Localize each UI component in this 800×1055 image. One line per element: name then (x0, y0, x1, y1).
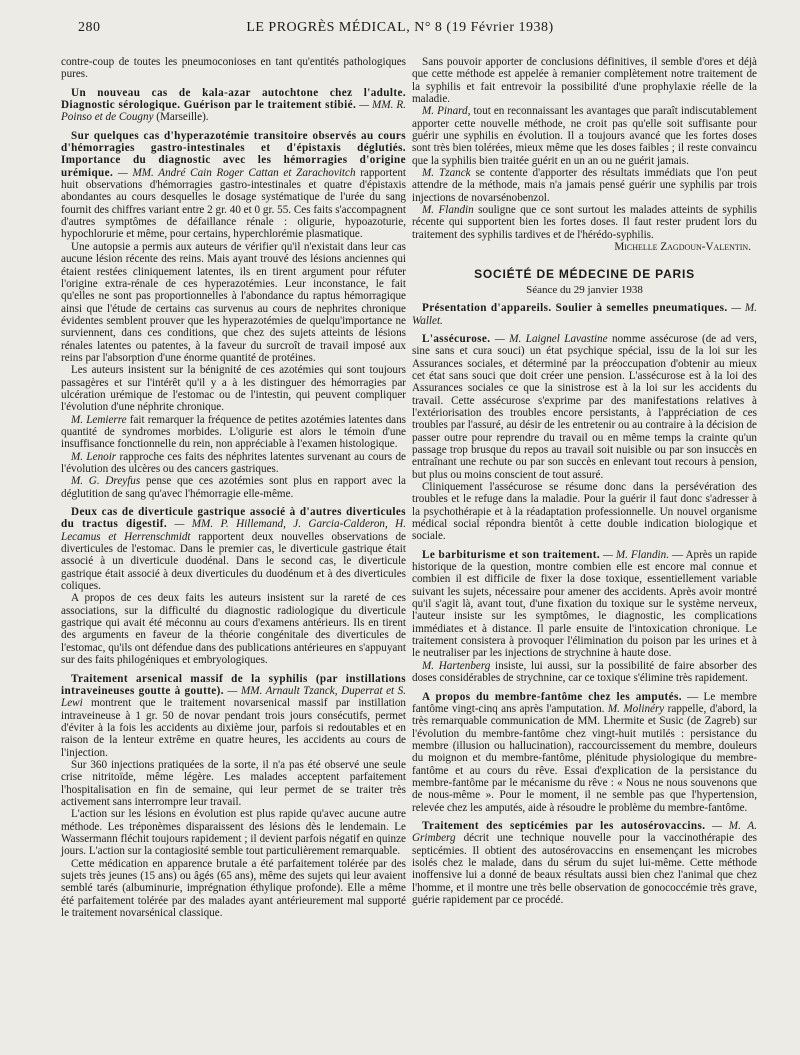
article-membre-fantome (412, 691, 757, 814)
article-authors: — M. Laignel Lavastine (494, 332, 608, 345)
paragraph: L'action sur les lésions en évolution est plus rapide qu'avec aucune autre méthode. Les tréponèmes disparaissent des lésions dès le lendemain. Le Wassermann fléchit toujours rapidement ; il devient parfois négatif en quinze jours. L'action sur la contagiosité semble tout particulièrement remarquable. (61, 808, 406, 858)
paragraph: montrent que le traitement novarsenical massif par instillation intraveineuse à 1 gr. 50 de novar pendant trois jours consécutifs, permet d'éviter à la fois les accidents au dixième jour, parfois si redoutables et en raison de la lenteur extrême en quatre heures, les accidents au cours de l'injection. (61, 697, 406, 759)
paragraph: A propos de ces deux faits les auteurs insistent sur la rareté de ces associations, sur la difficulté du diagnostic radiologique du diverticule gastrique qui avait été méconnu au cours d'examens antérieurs. Ils en tirent des arguments en faveur de la théorie congénitale des diverticules de l'estomac, qu'ils ont défendue dans des publications antérieures en s'appuyant sur des faits philogéniques et embryologiques. (61, 592, 406, 667)
paragraph: insiste, lui aussi, sur la possibilité de faire absorber des doses considérables de strychnine, car ce toxique s'élimine très rapidement. (412, 659, 757, 685)
paragraph: — Après un rapide historique de la question, montre combien elle est encore mal connue et combien il est difficile de fixer la dose toxique, essentiellement variable suivant les sujets, nécessaire pour amener des accidents. Après avoir montré qu'il s'agit là, avant tout, d'une fixation du toxique sur le système nerveux, l'auteur insiste sur les symptômes, le diagnostic, les complications immédiates et à distance. Il parle ensuite de l'intoxication chronique. Le traitement consistera à provoquer l'élimination du poison par les urines et à le neutraliser par les injections de strychnine à haute dose. (412, 548, 757, 660)
paragraph: Sans pouvoir apporter de conclusions définitives, il semble d'ores et déjà que cette méthode est appelée à remanier complètement notre traitement de la syphilis et fait entrevoir la possibilité d'une prophylaxie réelle de la maladie. (412, 56, 757, 106)
article-authors: — M. Wallet. (412, 302, 757, 327)
article-title: Un nouveau cas de kala-azar autochtone chez l'adulte. Diagnostic sérologique. Guérison par le traitement stibié. (61, 86, 406, 112)
article-authors: — MM. P. Hillemand, J. Garcia-Calderon, H. Lecamus et Herrenschmidt (61, 518, 406, 543)
article-diverticule (61, 506, 406, 592)
article-title: Traitement arsenical massif de la syphilis (par instillations intraveineuses goutte à goutte). (61, 672, 406, 697)
discussion-tzanck (412, 167, 757, 204)
discussion-flandin (412, 204, 757, 241)
article-authors: — M. Flandin. (603, 548, 669, 561)
article-septicemies (412, 820, 757, 906)
speaker-name: M. Pinard, (422, 105, 471, 118)
society-heading: SOCIÉTÉ DE MÉDECINE DE PARIS (474, 266, 695, 281)
paragraph: rapportent huit observations d'hémorragies gastro-intestinales et quatre d'épistaxis abondantes au cours desquelles le dosage systématique de l'urée du sang fournit des chiffres variant entre 2 gr. 40 et 0 gr. 55. Ces faits s'accompagnent d'autres symptômes de défaillance rénale : oligurie, hypoazoturie, hypochlorurie et même, pour certains, hyperchlorémie plasmatique. (61, 166, 406, 241)
right-column (412, 56, 757, 906)
paragraph: rapportent deux nouvelles observations de diverticules de l'estomac. Dans le premier cas, le diverticule gastrique était associé à un diverticule duodénal. Dans le second cas, le diverticule gastrique était associé à deux diverticules du duodénum et à des diverticules coliques. (61, 530, 407, 593)
article-authors: — MM. André Cain Roger Cattan et Zarachovitch (117, 166, 356, 179)
page-number: 280 (78, 20, 101, 35)
paragraph: rapproche ces faits des néphrites latentes survenant au cours de l'évolution des ulcères ou des cancers gastriques. (61, 450, 406, 475)
left-column (61, 56, 406, 919)
paragraph: se contente d'apporter des résultats immédiats que l'on peut attendre de la méthode, mais n'a jamais pensé guérir une syphilis par trois injections de novarsénobenzol. (412, 167, 757, 204)
discussion-lemierre (61, 414, 406, 451)
article-title: L'assécurose. (422, 332, 491, 345)
article-authors: — MM. R. Poinso et de Cougny (61, 99, 406, 124)
discussion-hartenberg (412, 660, 757, 685)
discussion-lenoir (61, 451, 406, 476)
article-title: A propos du membre-fantôme chez les amputés. (422, 690, 682, 703)
article-authors: — MM. Arnault Tzanck, Duperrat et S. Lewi (61, 684, 407, 710)
speaker-name: M. Tzanck (422, 167, 471, 180)
paragraph: — Le membre fantôme vingt-cinq ans après l'amputation. (412, 690, 758, 715)
paragraph: décrit une technique nouvelle pour la vaccinothérapie des septicémies. Il obtient des autosérovaccins en ensemençant les microbes isolés chez le malade, dans du sérum du sujet lui-même. Cette méthode inoffensive lui a donné de beaux résultats aussi bien chez l'animal que chez l'homme, et il montre une très belle observation de gonococcémie très grave, guérie rapidement par ce procédé. (412, 832, 757, 906)
speaker-name: M. Molinéry (607, 702, 665, 715)
article-arsenical (61, 673, 406, 759)
paragraph: Cliniquement l'assécurose se résume donc dans la persévération des troubles et le refuge dans la maladie. Pour la guérir il faut donc s'adresser à la psychothérapie et à la réadaptation professionnelle. Un nouvel organisme médical social répondra bientôt à cette double indication biologique et sociale. (412, 481, 757, 543)
article-title: Le barbiturisme et son traitement. (422, 548, 601, 561)
article-title: Traitement des septicémies par les autosérovaccins. (422, 819, 706, 832)
article-title: Sur quelques cas d'hyperazotémie transitoire observés au cours d'hémorragies gastro-intestinales et d'épistaxis déglutiés. Importance du diagnostic avec les hémorragies d'origine urémique. (61, 129, 406, 179)
paragraph: Sur 360 injections pratiquées de la sorte, il n'a pas été observé une seule crise nitritoïde, même légère. Les malades acceptent parfaitement l'hospitalisation en fin de semaine, qui leur permet de se traiter très activement sans interrompre leur travail. (61, 758, 406, 808)
article-wallet (412, 302, 757, 327)
paragraph: Une autopsie a permis aux auteurs de vérifier qu'il n'existait dans leur cas aucune lésion récente des reins. Mais ayant trouvé des lésions anciennes qui étaient restées cliniquement latentes, ils en tirent argument pour réfuter l'origine extra-rénale de ces hyperazotémies. Leur inconstance, le fait qu'elles ne sont pas proportionnelles à l'abondance du raptus hémorragique ainsi que l'étude de certains cas survenus au cours de nephrites chronique évidentes semblent prouver que les hyperazotémies de quelqu'importance ne surviennent, dans ces conditions, que chez des sujets atteints de lésions rénales latentes ou patentes, à la faveur du surcroît de travail imposé aux reins par l'absorption d'une énorme quantité de protéines. (61, 240, 406, 364)
speaker-name: M. Flandin (422, 204, 474, 217)
report-signature: Michelle Zagdoun-Valentin. (614, 241, 751, 254)
article-hyperazotemie (61, 130, 406, 241)
journal-title: LE PROGRÈS MÉDICAL, N° 8 (19 Février 1938) (246, 20, 554, 35)
paragraph: souligne que ce sont surtout les malades atteints de syphilis récente qui supportent bien les fortes doses. Il faut rester prudent lors du traitement des syphilis tardives et de l'hérédo-syphilis. (412, 204, 757, 241)
article-title: Présentation d'appareils. Soulier à semelles pneumatiques. (422, 302, 728, 315)
session-date: Séance du 29 janvier 1938 (526, 283, 643, 296)
article-location: (Marseille). (153, 111, 209, 124)
discussion-pinard (412, 105, 757, 167)
article-barbiturisme (412, 549, 757, 660)
paragraph: fait remarquer la fréquence de petites azotémies latentes dans quantité de syndromes morbides. L'oligurie est alors le témoin d'une insuffisance fonctionnelle du rein, non appréciable à l'examen histologique. (61, 413, 407, 451)
paragraph: nomme assécurose (de ad vers, sine sans et cura souci) un état psychique spécial, issu de la loi sur les Assurances sociales, et déterminé par la préoccupation d'obtenir au mieux cet état sans souci que doit créer une pension. L'assécurose est à la loi des Assurances sociales ce que la sinistrose est à la loi sur les accidents du travail. Cette assécurose s'exprime par des manifestations relatives à l'extériorisation des troubles encore persistants, à l'appréciation de ces troubles par l'assuré, au désir de les entretenir ou au contraire à la décision de passer outre pour reprendre du travail ou en même temps la crainte qu'un passage trop brusque du repos au travail soit nuisible ou par son insuccès en entraînant une rechute ou par son succès en enlevant tout recours à pension, but plus ou moins conscient de tout assuré. (412, 332, 757, 481)
article-title: Deux cas de diverticule gastrique associé à d'autres diverticules du tractus digestif. (61, 506, 406, 531)
paragraph: pense que ces azotémies sont plus en rapport avec la déglutition de sang qu'avec l'hémorragie elle-même. (61, 475, 407, 500)
paragraph: tout en reconnaissant les avantages que paraît indiscutablement apporter cette nouvelle méthode, ne croit pas qu'elle soit suffisante pour guérir une syphilis en évolution. Il a toujours avancé que les fortes doses sont très bien tolérées, mieux même que les doses faibles ; il reste convaincu que la syphilis bien traitée guérit en un an ou ne guérit jamais. (412, 105, 758, 167)
speaker-name: M. Lenoir (71, 450, 117, 463)
speaker-name: M. Lemierre (71, 413, 127, 426)
discussion-dreyfus (61, 475, 406, 500)
paragraph: Cette médication en apparence brutale a été parfaitement tolérée par des sujets très jeunes (15 ans) ou âgés (65 ans), même des sujets qui leur avaient semblé tarés (albuminurie, imprégnation éthylique profonde). Elle a même été parfaitement tolérée par des malades ayant antérieurement mal supporté le traitement novarsénical classique. (61, 857, 406, 920)
paragraph: rappelle, d'abord, la très remarquable communication de MM. Lhermite et Susic (de Zagreb) sur l'évolution du membre-fantôme chez vingt-huit mutilés : persistance du membre (illusion ou hallucination), raccourcissement du membre, douleurs du moignon et du membre-fantôme, plénitude physiologique du membre-fantôme et au cours du rêve. Essai d'explication de la persistance du membre-fantôme par le mécanisme du rêve : « Nous ne nous souvenons que de nous-même ». Pour le moment, il ne semble pas que l'hypertension, relevée chez les amputés, aide à résoudre le problème du membre-fantôme. (412, 702, 757, 814)
speaker-name: M. G. Dreyfus (71, 475, 141, 488)
paragraph: contre-coup de toutes les pneumoconioses en tant qu'entités pathologiques pures. (61, 56, 406, 81)
paragraph: Les auteurs insistent sur la bénignité de ces azotémies qui sont toujours passagères et sur l'intérêt qu'il y a à les distinguer des hémorragies par ulcération urémique de l'estomac ou de l'intestin, qui peuvent compliquer l'évolution d'une néphrite chronique. (61, 364, 406, 414)
speaker-name: M. Hartenberg (422, 659, 491, 672)
article-assecurose (412, 333, 757, 481)
article-authors: — M. A. Grimberg (412, 819, 757, 845)
page-header (60, 18, 740, 40)
article-kala-azar (61, 87, 406, 124)
